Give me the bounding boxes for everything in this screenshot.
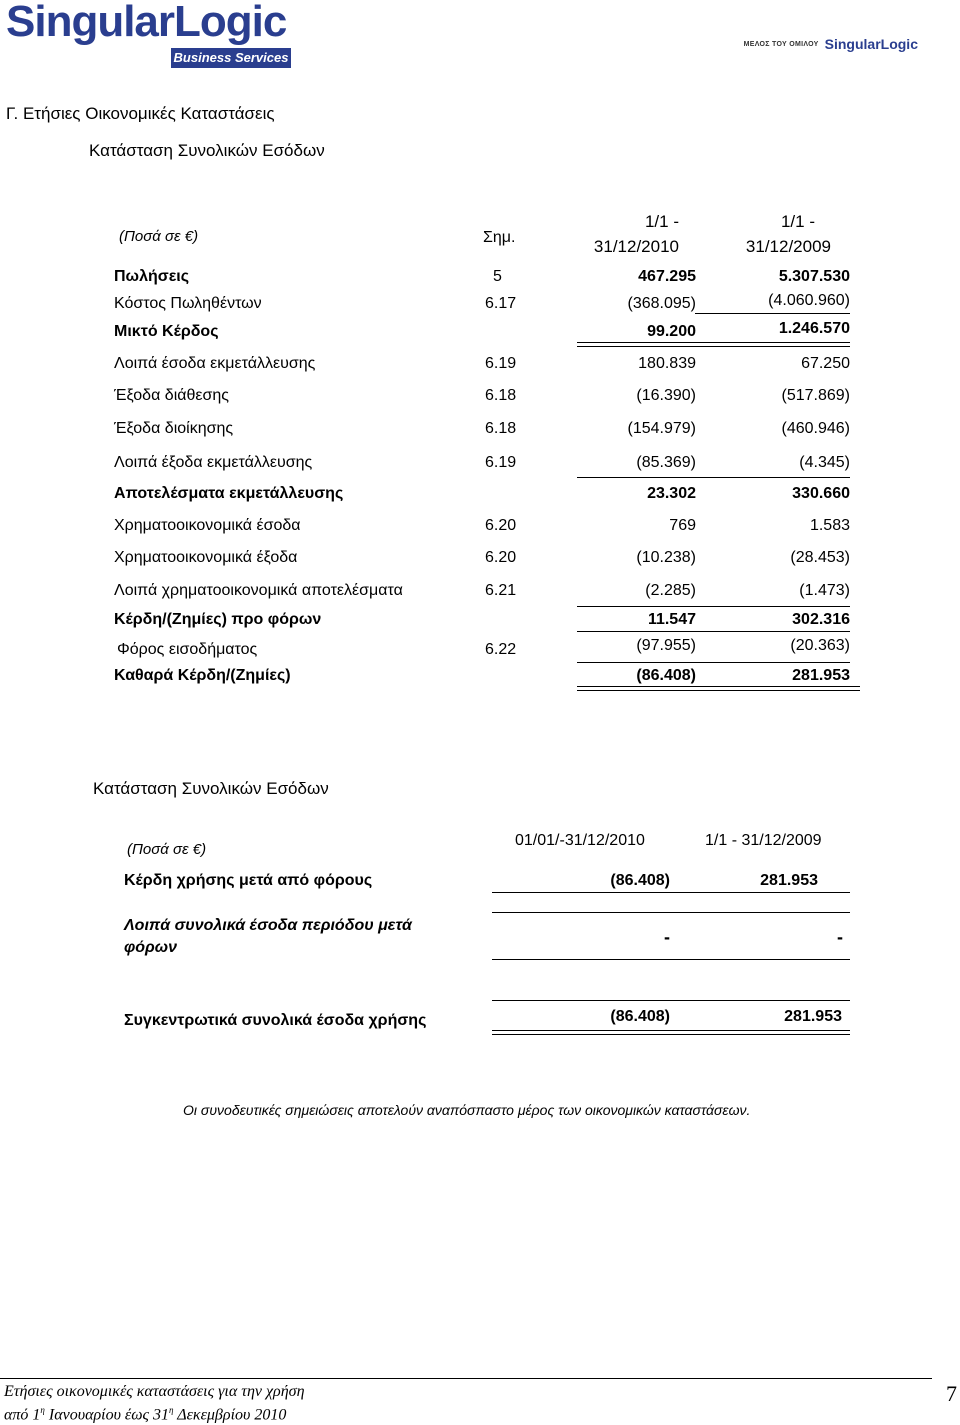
- small-logo-logic: Logic: [880, 36, 918, 52]
- row-note: 6.17: [485, 295, 517, 312]
- row-value-2010: (16.390): [636, 387, 696, 404]
- small-logo-singular: Singular: [824, 36, 881, 52]
- statement2-title: Κατάσταση Συνολικών Εσόδων: [93, 779, 329, 798]
- row-value-2009: 302.316: [792, 611, 850, 628]
- footer-line1: Ετήσιες οικονομικές καταστάσεις για την χρήση: [4, 1383, 305, 1400]
- rule: [577, 477, 850, 478]
- row-label: Λοιπά έξοδα εκμετάλλευσης: [114, 454, 313, 471]
- row-label: Λοιπά χρηματοοικονομικά αποτελέσματα: [114, 582, 403, 599]
- row-label: Πωλήσεις: [114, 268, 190, 285]
- row-value-2010: (10.238): [636, 549, 696, 566]
- statement2-row2-value-2009: -: [837, 927, 843, 947]
- statement2-row1-label: Κέρδη χρήσης μετά από φόρους: [124, 872, 373, 889]
- row-value-2010: (2.285): [645, 582, 696, 599]
- footer-rule: [0, 1378, 932, 1379]
- row-value-2010: 11.547: [647, 611, 696, 628]
- statement2-row3-value-2009: 281.953: [784, 1008, 842, 1025]
- col2-header-line1: 1/1 -: [780, 212, 815, 231]
- col2-header-line2: 31/12/2009: [745, 237, 831, 256]
- row-label: Κέρδη/(Ζημίες) προ φόρων: [114, 611, 322, 628]
- row-value-2010: 99.200: [647, 323, 696, 340]
- singular-logic-logo: [6, 0, 288, 72]
- row-value-2010: 23.302: [647, 485, 696, 502]
- row-value-2009: 330.660: [792, 485, 850, 502]
- row-value-2010: (85.369): [636, 454, 696, 471]
- row-note: 6.21: [485, 582, 517, 599]
- row-value-2009: (1.473): [799, 582, 850, 599]
- footer-line2: από $1^\eta$ Ιανουαρίου έως $31^\eta$ Δεκεμβρίου 2010: [4, 1405, 287, 1424]
- row-value-2009: 67.250: [801, 355, 850, 372]
- row-value-2010: 467.295: [638, 268, 696, 285]
- row-note: 6.18: [485, 420, 517, 437]
- statement2-row1-value-2009: 281.953: [760, 872, 818, 889]
- row-note: 6.20: [485, 549, 517, 566]
- row-value-2010: (86.408): [636, 667, 696, 684]
- double-rule: [577, 342, 850, 347]
- group-member-logo: [744, 34, 918, 54]
- page-number: 7: [946, 1381, 957, 1406]
- row-value-2009: 281.953: [792, 667, 850, 684]
- row-label: Χρηματοοικονομικά έξοδα: [114, 549, 298, 566]
- statement2-row2-value-2010: -: [664, 927, 670, 947]
- row-label: Αποτελέσματα εκμετάλλευσης: [114, 485, 344, 502]
- row-label: Καθαρά Κέρδη/(Ζημίες): [114, 667, 291, 684]
- row-value-2010: (154.979): [627, 420, 696, 437]
- statement2-row3-label: Συγκεντρωτικά συνολικά έσοδα χρήσης: [124, 1012, 427, 1029]
- row-note: 6.20: [485, 517, 517, 534]
- row-note: 6.19: [485, 355, 517, 372]
- accompanying-notes-statement: Οι συνοδευτικές σημειώσεις αποτελούν αναπόσπαστο μέρος των οικονομικών καταστάσεων.: [183, 1102, 751, 1118]
- row-label: Λοιπά έσοδα εκμετάλλευσης: [114, 355, 316, 372]
- rule: [492, 912, 850, 913]
- statement2-row2-label-line2: φόρων: [124, 939, 177, 956]
- logo-word-logic: Logic: [174, 0, 287, 46]
- row-value-2009: (517.869): [781, 387, 850, 404]
- row-value-2009: 5.307.530: [778, 268, 850, 285]
- double-rule: [577, 686, 860, 691]
- statement2-amounts-label: (Ποσά σε €): [127, 841, 207, 858]
- rule: [577, 631, 850, 632]
- col1-header-line2: 31/12/2010: [593, 237, 679, 256]
- row-label: Έξοδα διάθεσης: [114, 387, 230, 404]
- rule: [695, 313, 850, 314]
- statement2-row3-value-2010: (86.408): [610, 1008, 670, 1025]
- row-value-2009: (460.946): [781, 420, 850, 437]
- row-value-2009: (20.363): [790, 637, 850, 654]
- row-label: Κόστος Πωληθέντων: [114, 295, 262, 312]
- rule: [492, 892, 850, 893]
- row-label: Φόρος εισοδήματος: [117, 641, 258, 658]
- rule: [492, 959, 850, 960]
- statement2-row2-label-line1: Λοιπά συνολικά έσοδα περιόδου μετά: [124, 917, 412, 934]
- row-label: Χρηματοοικονομικά έσοδα: [114, 517, 301, 534]
- section-heading: Γ. Ετήσιες Οικονομικές Καταστάσεις: [6, 104, 275, 123]
- statement1-title: Κατάσταση Συνολικών Εσόδων: [89, 141, 325, 160]
- row-note: 6.18: [485, 387, 517, 404]
- row-value-2010: 769: [669, 517, 696, 534]
- row-value-2009: (4.060.960): [768, 292, 850, 309]
- logo-subtitle: Business Services: [171, 48, 291, 68]
- row-note: 6.22: [485, 641, 517, 658]
- row-value-2009: 1.583: [809, 517, 850, 534]
- double-rule: [492, 1030, 850, 1035]
- statement2-col2-header: 1/1 - 31/12/2009: [705, 832, 822, 849]
- row-note: 5: [493, 268, 502, 285]
- rule: [577, 662, 850, 663]
- row-label: Μικτό Κέρδος: [114, 323, 219, 340]
- row-value-2009: 1.246.570: [778, 320, 850, 337]
- row-value-2010: 180.839: [638, 355, 696, 372]
- note-column-header: Σημ.: [483, 229, 516, 246]
- group-member-tag: ΜΕΛΟΣ ΤΟΥ ΟΜΙΛΟΥ: [743, 40, 819, 48]
- statement1-amounts-label: (Ποσά σε €): [119, 228, 199, 245]
- statement2-col1-header: 01/01/-31/12/2010: [515, 832, 645, 849]
- col1-header-line1: 1/1 -: [644, 212, 679, 231]
- row-value-2010: (97.955): [636, 637, 696, 654]
- row-label: Έξοδα διοίκησης: [114, 420, 234, 437]
- row-value-2009: (4.345): [799, 454, 850, 471]
- row-value-2010: (368.095): [627, 295, 696, 312]
- row-note: 6.19: [485, 454, 517, 471]
- rule: [577, 606, 850, 607]
- row-value-2009: (28.453): [790, 549, 850, 566]
- rule: [492, 1000, 850, 1001]
- logo-word-singular: Singular: [6, 0, 175, 46]
- statement2-row1-value-2010: (86.408): [610, 872, 670, 889]
